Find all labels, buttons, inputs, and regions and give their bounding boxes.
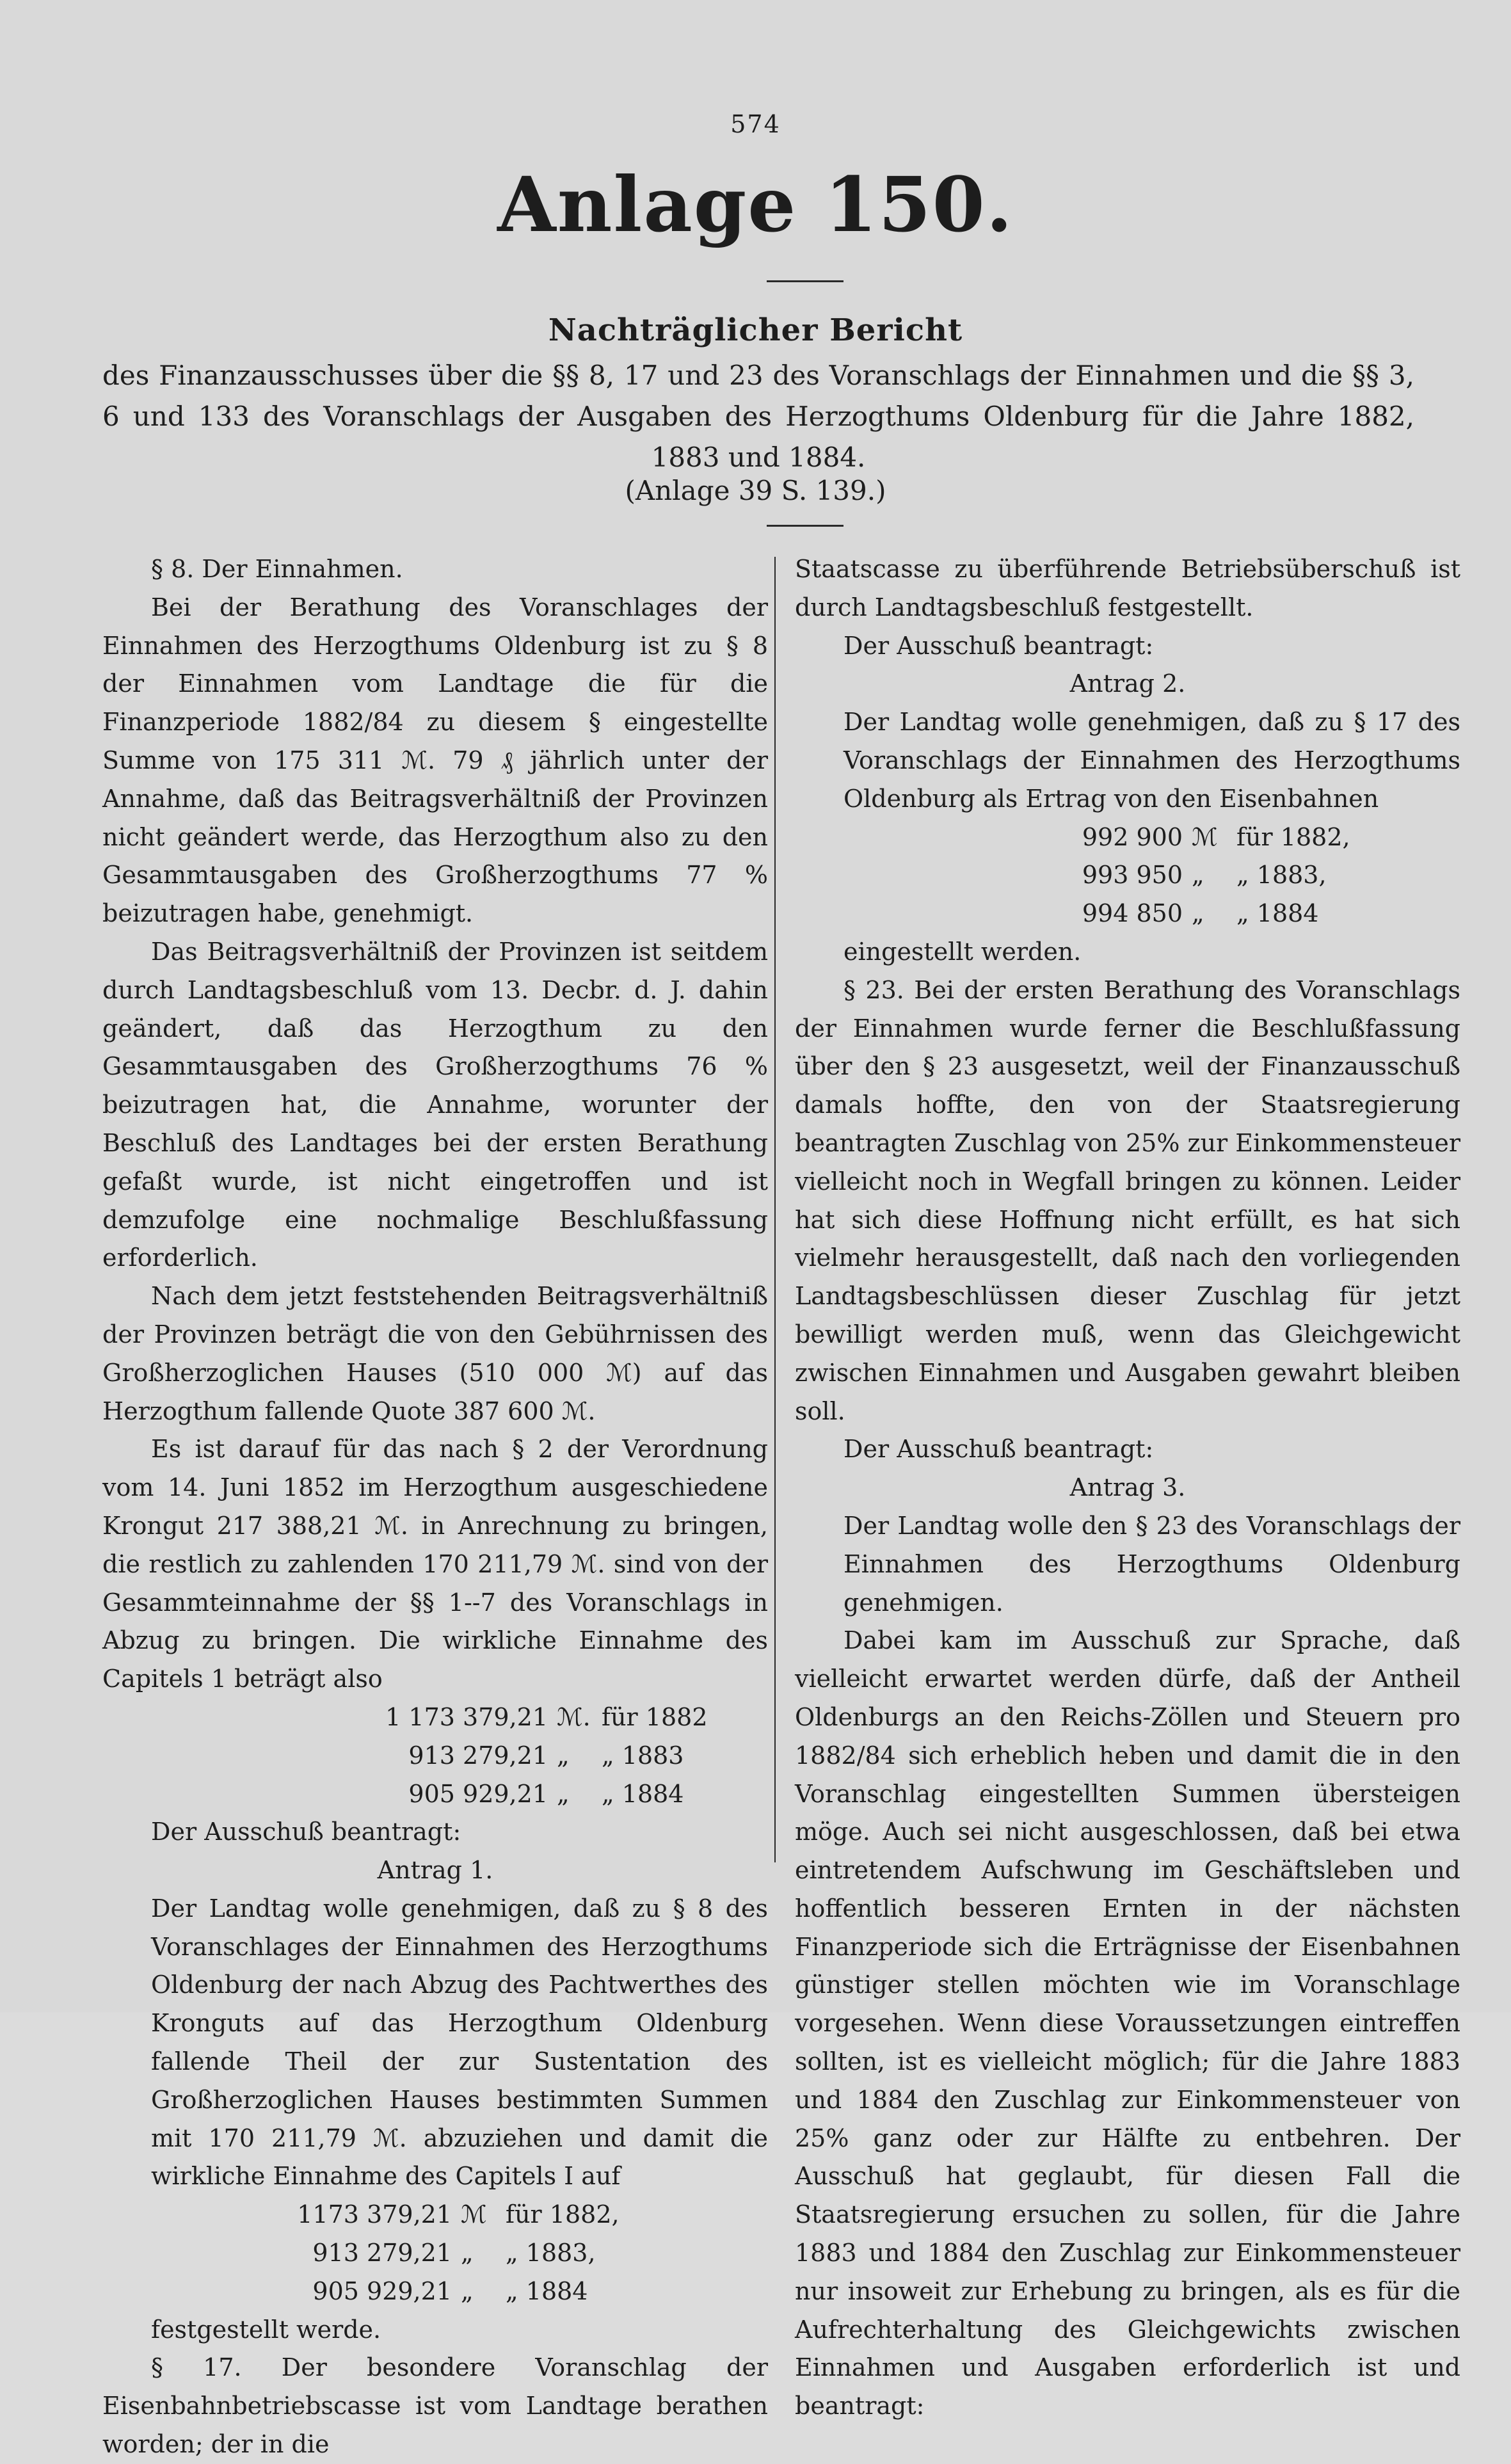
motion-title: Antrag 3. <box>1069 1473 1186 1502</box>
paragraph: Bei der Berathung des Voranschlages der Einnahmen des Herzogthums Oldenburg ist zu § 8 der Einnahmen vom Landtage die für die Finanzperiode 1882/84 zu diesem § eingestellte Summe von 175 311 ℳ. 79 ₰ jährlich unter der Annahme, daß das Beitragsverhältniß der Provinzen nicht geändert werde, das Herzogthum also zu den Gesammtausgaben des Großherzogthums 77 % beizutragen habe, genehmigt. <box>102 593 768 928</box>
paragraph: § 17. Der besondere Voranschlag der Eisenbahnbetriebscasse ist vom Landtage berathen worden; der in die <box>102 2353 768 2459</box>
title-rule <box>767 280 843 282</box>
amount-row: 1173 379,21 ℳ für 1882, <box>297 2200 620 2229</box>
paragraph: Der Ausschuß beantragt: <box>843 1435 1154 1464</box>
amount-row: 913 279,21 „ „ 1883 <box>408 1741 684 1770</box>
amount-row: 993 950 „ „ 1883, <box>1082 861 1327 890</box>
paragraph: § 23. Bei der ersten Berathung des Voranschlags der Einnahmen wurde ferner die Beschlußfassung über den § 23 ausgesetzt, weil der Finanzausschuß damals hoffte, den von der Staatsregierung beantragten Zuschlag von 25% zur Einkommensteuer vielleicht noch in Wegfall bringen zu können. Leider hat sich diese Hoffnung nicht erfüllt, es hat sich vielmehr herausgestellt, daß nach den vorliegenden Landtagsbeschlüssen dieser Zuschlag für jetzt bewilligt werden muß, wenn das Gleichgewicht zwischen Einnahmen und Ausgaben gewahrt bleiben soll. <box>795 975 1460 1425</box>
paragraph: Der Ausschuß beantragt: <box>151 1818 461 1846</box>
report-reference: (Anlage 39 S. 139.) <box>625 475 886 506</box>
paragraph: Staatscasse zu überführende Betriebsüberschuß ist durch Landtagsbeschluß festgestellt. <box>795 555 1460 621</box>
amount-list <box>102 2196 768 2310</box>
motion-end: eingestellt werden. <box>843 937 1082 966</box>
document-title: Anlage 150. <box>497 160 1014 249</box>
section-heading: § 8. Der Einnahmen. <box>151 555 403 583</box>
paragraph: Nach dem jetzt feststehenden Beitragsverhältniß der Provinzen beträgt die von den Gebührnissen des Großherzoglichen Hauses (510 000 ℳ) auf das Herzogthum fallende Quote 387 600 ℳ. <box>102 1282 768 1425</box>
amount-row: 905 929,21 „ „ 1884 <box>408 1779 684 1808</box>
page-number: 574 <box>730 110 781 138</box>
amount-list <box>795 819 1460 933</box>
header-rule <box>767 525 843 527</box>
motion-text: Der Landtag wolle genehmigen, daß zu § 8 des Voranschlages der Einnahmen des Herzogthums Oldenburg der nach Abzug des Pachtwerthes des Kronguts auf das Herzogthum Oldenburg fallende Theil der zur Sustentation des Großherzoglichen Hauses bestimmten Summen mit 170 211,79 ℳ. abzuziehen und damit die wirkliche Einnahme des Capitels I auf <box>151 1894 768 2191</box>
amount-row: 992 900 ℳ für 1882, <box>1082 822 1350 851</box>
motion-text: Der Landtag wolle genehmigen, daß zu § 17 des Voranschlags der Einnahmen des Herzogthums Oldenburg als Ertrag von den Eisenbahnen <box>843 708 1460 813</box>
left-column <box>102 550 768 2464</box>
motion-end: festgestellt werde. <box>151 2315 381 2344</box>
paragraph: Dabei kam im Ausschuß zur Sprache, daß vielleicht erwartet werden dürfe, daß der Antheil Oldenburgs an den Reichs-Zöllen und Steuern pro 1882/84 sich erheblich heben und damit die in den Voranschlag eingestellten Summen übersteigen möge. Auch sei nicht ausgeschlossen, daß bei etwa eintretendem Aufschwung im Geschäftsleben und hoffentlich besseren Ernten in der nächsten Finanzperiode sich die Erträgnisse der Eisenbahnen günstiger stellen möchten wie im Voranschlage vorgesehen. Wenn diese Voraussetzungen eintreffen sollten, ist es vielleicht möglich; für die Jahre 1883 und 1884 den Zuschlag zur Einkommensteuer von 25% ganz oder zur Hälfte zu entbehren. Der Ausschuß hat geglaubt, für diesen Fall die Staatsregierung ersuchen zu sollen, für die Jahre 1883 und 1884 den Zuschlag zur Einkommensteuer nur insoweit zur Erhebung zu bringen, als es für die Aufrechterhaltung des Gleichgewichts zwischen Einnahmen und Ausgaben erforderlich ist und beantragt: <box>795 1626 1460 2420</box>
right-column <box>795 550 1460 2426</box>
amount-row: 905 929,21 „ „ 1884 <box>312 2276 588 2305</box>
paragraph: Es ist darauf für das nach § 2 der Verordnung vom 14. Juni 1852 im Herzogthum ausgeschiedene Krongut 217 388,21 ℳ. in Anrechnung zu bringen, die restlich zu zahlenden 170 211,79 ℳ. sind von der Gesammteinnahme der §§ 1--7 des Voranschlags in Abzug zu bringen. Die wirkliche Einnahme des Capitels 1 beträgt also <box>102 1435 768 1693</box>
amount-row: 913 279,21 „ „ 1883, <box>312 2239 596 2268</box>
motion-title: Antrag 2. <box>1069 669 1186 698</box>
column-divider <box>774 557 776 1862</box>
motion-title: Antrag 1. <box>377 1856 493 1885</box>
paragraph: Der Ausschuß beantragt: <box>843 631 1154 660</box>
amount-row: 1 173 379,21 ℳ. für 1882 <box>385 1702 708 1731</box>
amount-row: 994 850 „ „ 1884 <box>1082 899 1319 928</box>
report-description: des Finanzausschusses über die §§ 8, 17 und 23 des Voranschlags der Einnahmen und die §§ 3, 6 und 133 des Voranschlags der Ausgaben des Herzogthums Oldenburg für die Jahre 1882, 1883 und 1884. <box>102 360 1414 473</box>
report-title: Nachträglicher Bericht <box>548 312 963 348</box>
paragraph: Das Beitragsverhältniß der Provinzen ist seitdem durch Landtagsbeschluß vom 13. Decbr. d. J. dahin geändert, daß das Herzogthum zu den Gesammtausgaben des Großherzogthums 76 % beizutragen hat, die Annahme, worunter der Beschluß des Landtages bei der ersten Berathung gefaßt wurde, ist nicht eingetroffen und ist demzufolge eine nochmalige Beschlußfassung erforderlich. <box>102 937 768 1272</box>
amount-list <box>102 1699 768 1813</box>
motion-text: Der Landtag wolle den § 23 des Voranschlags der Einnahmen des Herzogthums Oldenburg genehmigen. <box>843 1511 1460 1617</box>
